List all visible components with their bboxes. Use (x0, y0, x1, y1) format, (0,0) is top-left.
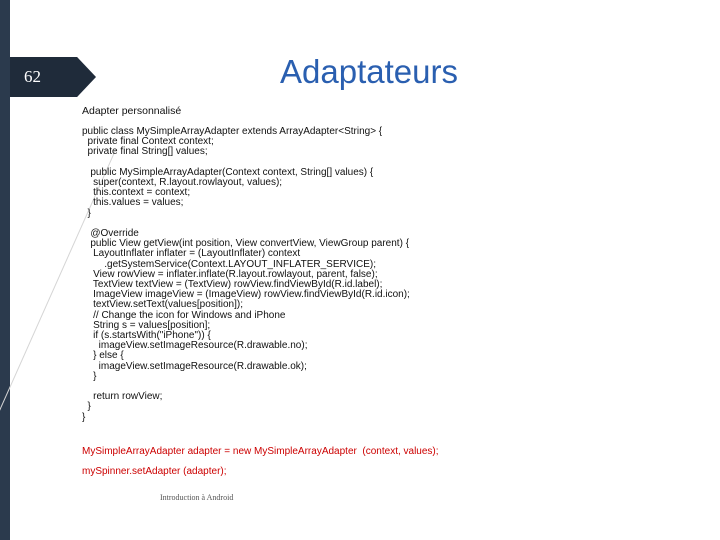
footer-text: Introduction à Android (160, 493, 234, 502)
code-line: } (82, 207, 91, 219)
code-line: @Override (82, 228, 139, 240)
code-line: this.context = context; (82, 187, 191, 199)
slide-number: 62 (24, 67, 41, 86)
page-title: Adaptateurs (280, 53, 458, 90)
code-line: this.values = values; (82, 197, 184, 209)
code-line: imageView.setImageResource(R.drawable.ok); (82, 360, 307, 372)
code-line: // Change the icon for Windows and iPhone (82, 309, 286, 321)
code-line: if (s.startsWith("iPhone")) { (82, 330, 211, 342)
code-line: imageView.setImageResource(R.drawable.no); (82, 340, 308, 352)
code-line: public class MySimpleArrayAdapter extends ArrayAdapter<String> { (82, 126, 383, 137)
code-line: TextView textView = (TextView) rowView.findViewById(R.id.label); (82, 279, 383, 291)
code-line: } else { (82, 350, 124, 362)
code-line: public View getView(int position, View convertView, ViewGroup parent) { (82, 238, 410, 250)
code-line: textView.setText(values[position]); (82, 299, 244, 311)
code-line: ImageView imageView = (ImageView) rowView.findViewById(R.id.icon); (82, 289, 410, 301)
code-line: return rowView; (82, 391, 163, 403)
code-line: super(context, R.layout.rowlayout, values); (82, 177, 283, 189)
code-line: .getSystemService(Context.LAYOUT_INFLATER_SERVICE); (82, 258, 376, 270)
code-line: LayoutInflater inflater = (LayoutInflater) context (82, 248, 301, 260)
code-line: } (82, 401, 91, 413)
left-sidebar-bar (0, 0, 10, 540)
code-line: private final String[] values; (82, 146, 208, 158)
code-line: public MySimpleArrayAdapter(Context context, String[] values) { (82, 166, 374, 178)
code-line: View rowView = inflater.inflate(R.layout.rowlayout, parent, false); (82, 268, 378, 280)
code-line: private final Context context; (82, 136, 214, 148)
code-line: String s = values[position]; (82, 319, 211, 331)
set-adapter-line: mySpinner.setAdapter (adapter); (82, 466, 227, 477)
adapter-instantiation-line: MySimpleArrayAdapter adapter = new MySimpleArrayAdapter (context, values); (82, 446, 439, 457)
code-line: } (82, 370, 97, 382)
code-line: } (82, 411, 86, 423)
code-block (82, 127, 410, 423)
subtitle: Adapter personnalisé (82, 105, 182, 117)
